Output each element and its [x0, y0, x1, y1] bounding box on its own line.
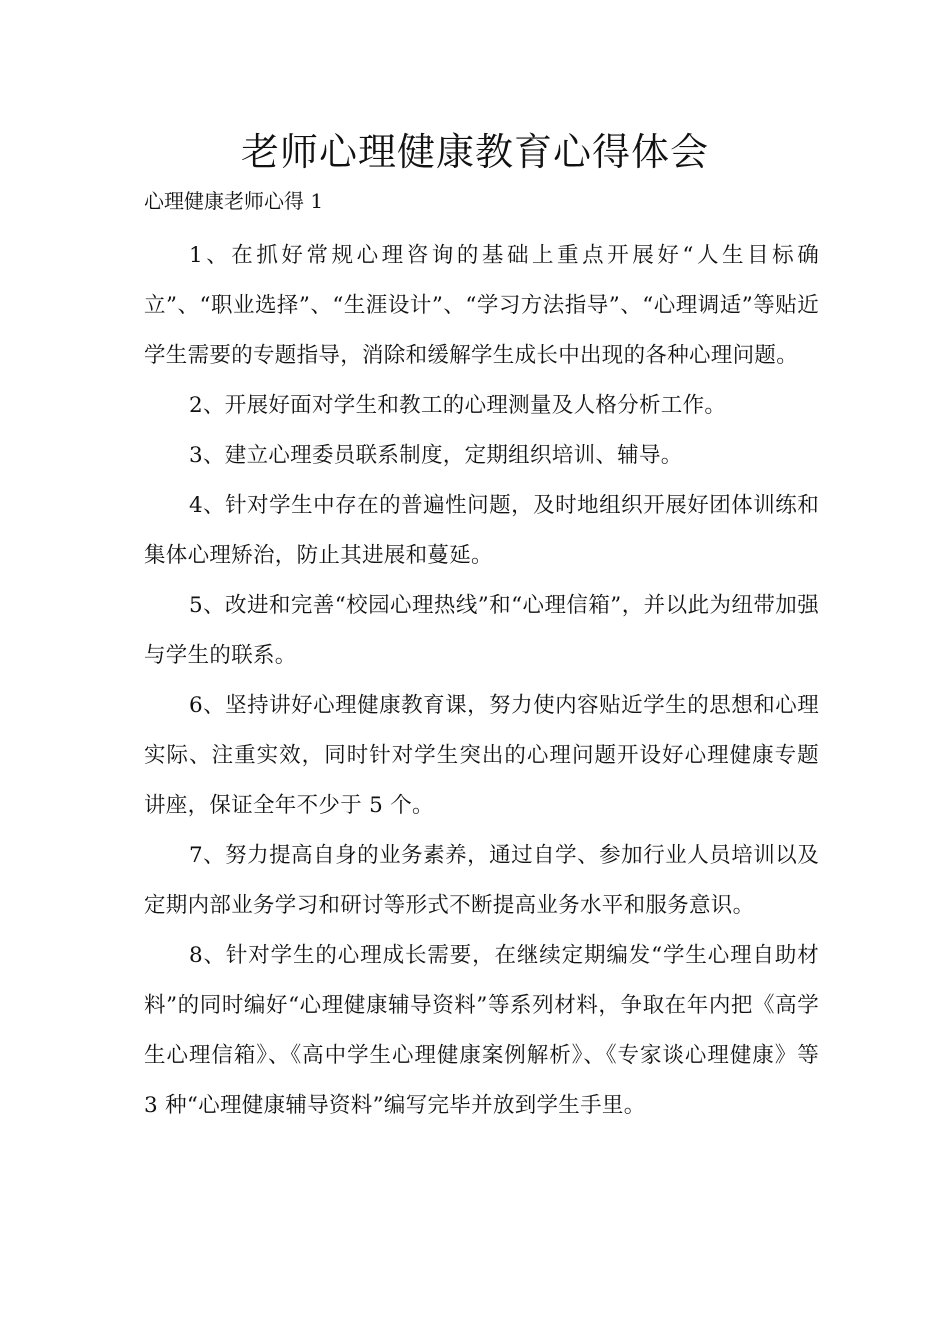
paragraph-4: 4、针对学生中存在的普遍性问题，及时地组织开展好团体训练和集体心理矫治，防止其进展和蔓延。 [144, 493, 819, 568]
paragraph-3: 3、建立心理委员联系制度，定期组织培训、辅导。 [189, 443, 683, 468]
paragraph-8: 8、针对学生的心理成长需要，在继续定期编发“学生心理自助材料”的同时编好“心理健康辅导资料”等系列材料，争取在年内把《高学生心理信箱》、《高中学生心理健康案例解析》、《专家谈心理健康》等 3 种“心理健康辅导资料”编写完毕并放到学生手里。 [144, 943, 819, 1118]
paragraph-2: 2、开展好面对学生和教工的心理测量及人格分析工作。 [189, 393, 727, 418]
paragraph-1: 1、在抓好常规心理咨询的基础上重点开展好“人生目标确立”、“职业选择”、“生涯设计”、“学习方法指导”、“心理调适”等贴近学生需要的专题指导，消除和缓解学生成长中出现的各种心理问题。 [144, 243, 819, 368]
paragraph-5: 5、改进和完善“校园心理热线”和“心理信箱”，并以此为纽带加强与学生的联系。 [144, 593, 819, 668]
document-body [144, 231, 819, 1131]
document-subtitle: 心理健康老师心得 1 [144, 189, 324, 213]
paragraph-6: 6、坚持讲好心理健康教育课，努力使内容贴近学生的思想和心理实际、注重实效，同时针对学生突出的心理问题开设好心理健康专题讲座，保证全年不少于 5 个。 [144, 693, 819, 818]
document-title: 老师心理健康教育心得体会 [240, 130, 709, 174]
paragraph-7: 7、努力提高自身的业务素养，通过自学、参加行业人员培训以及定期内部业务学习和研讨等形式不断提高业务水平和服务意识。 [144, 843, 819, 918]
